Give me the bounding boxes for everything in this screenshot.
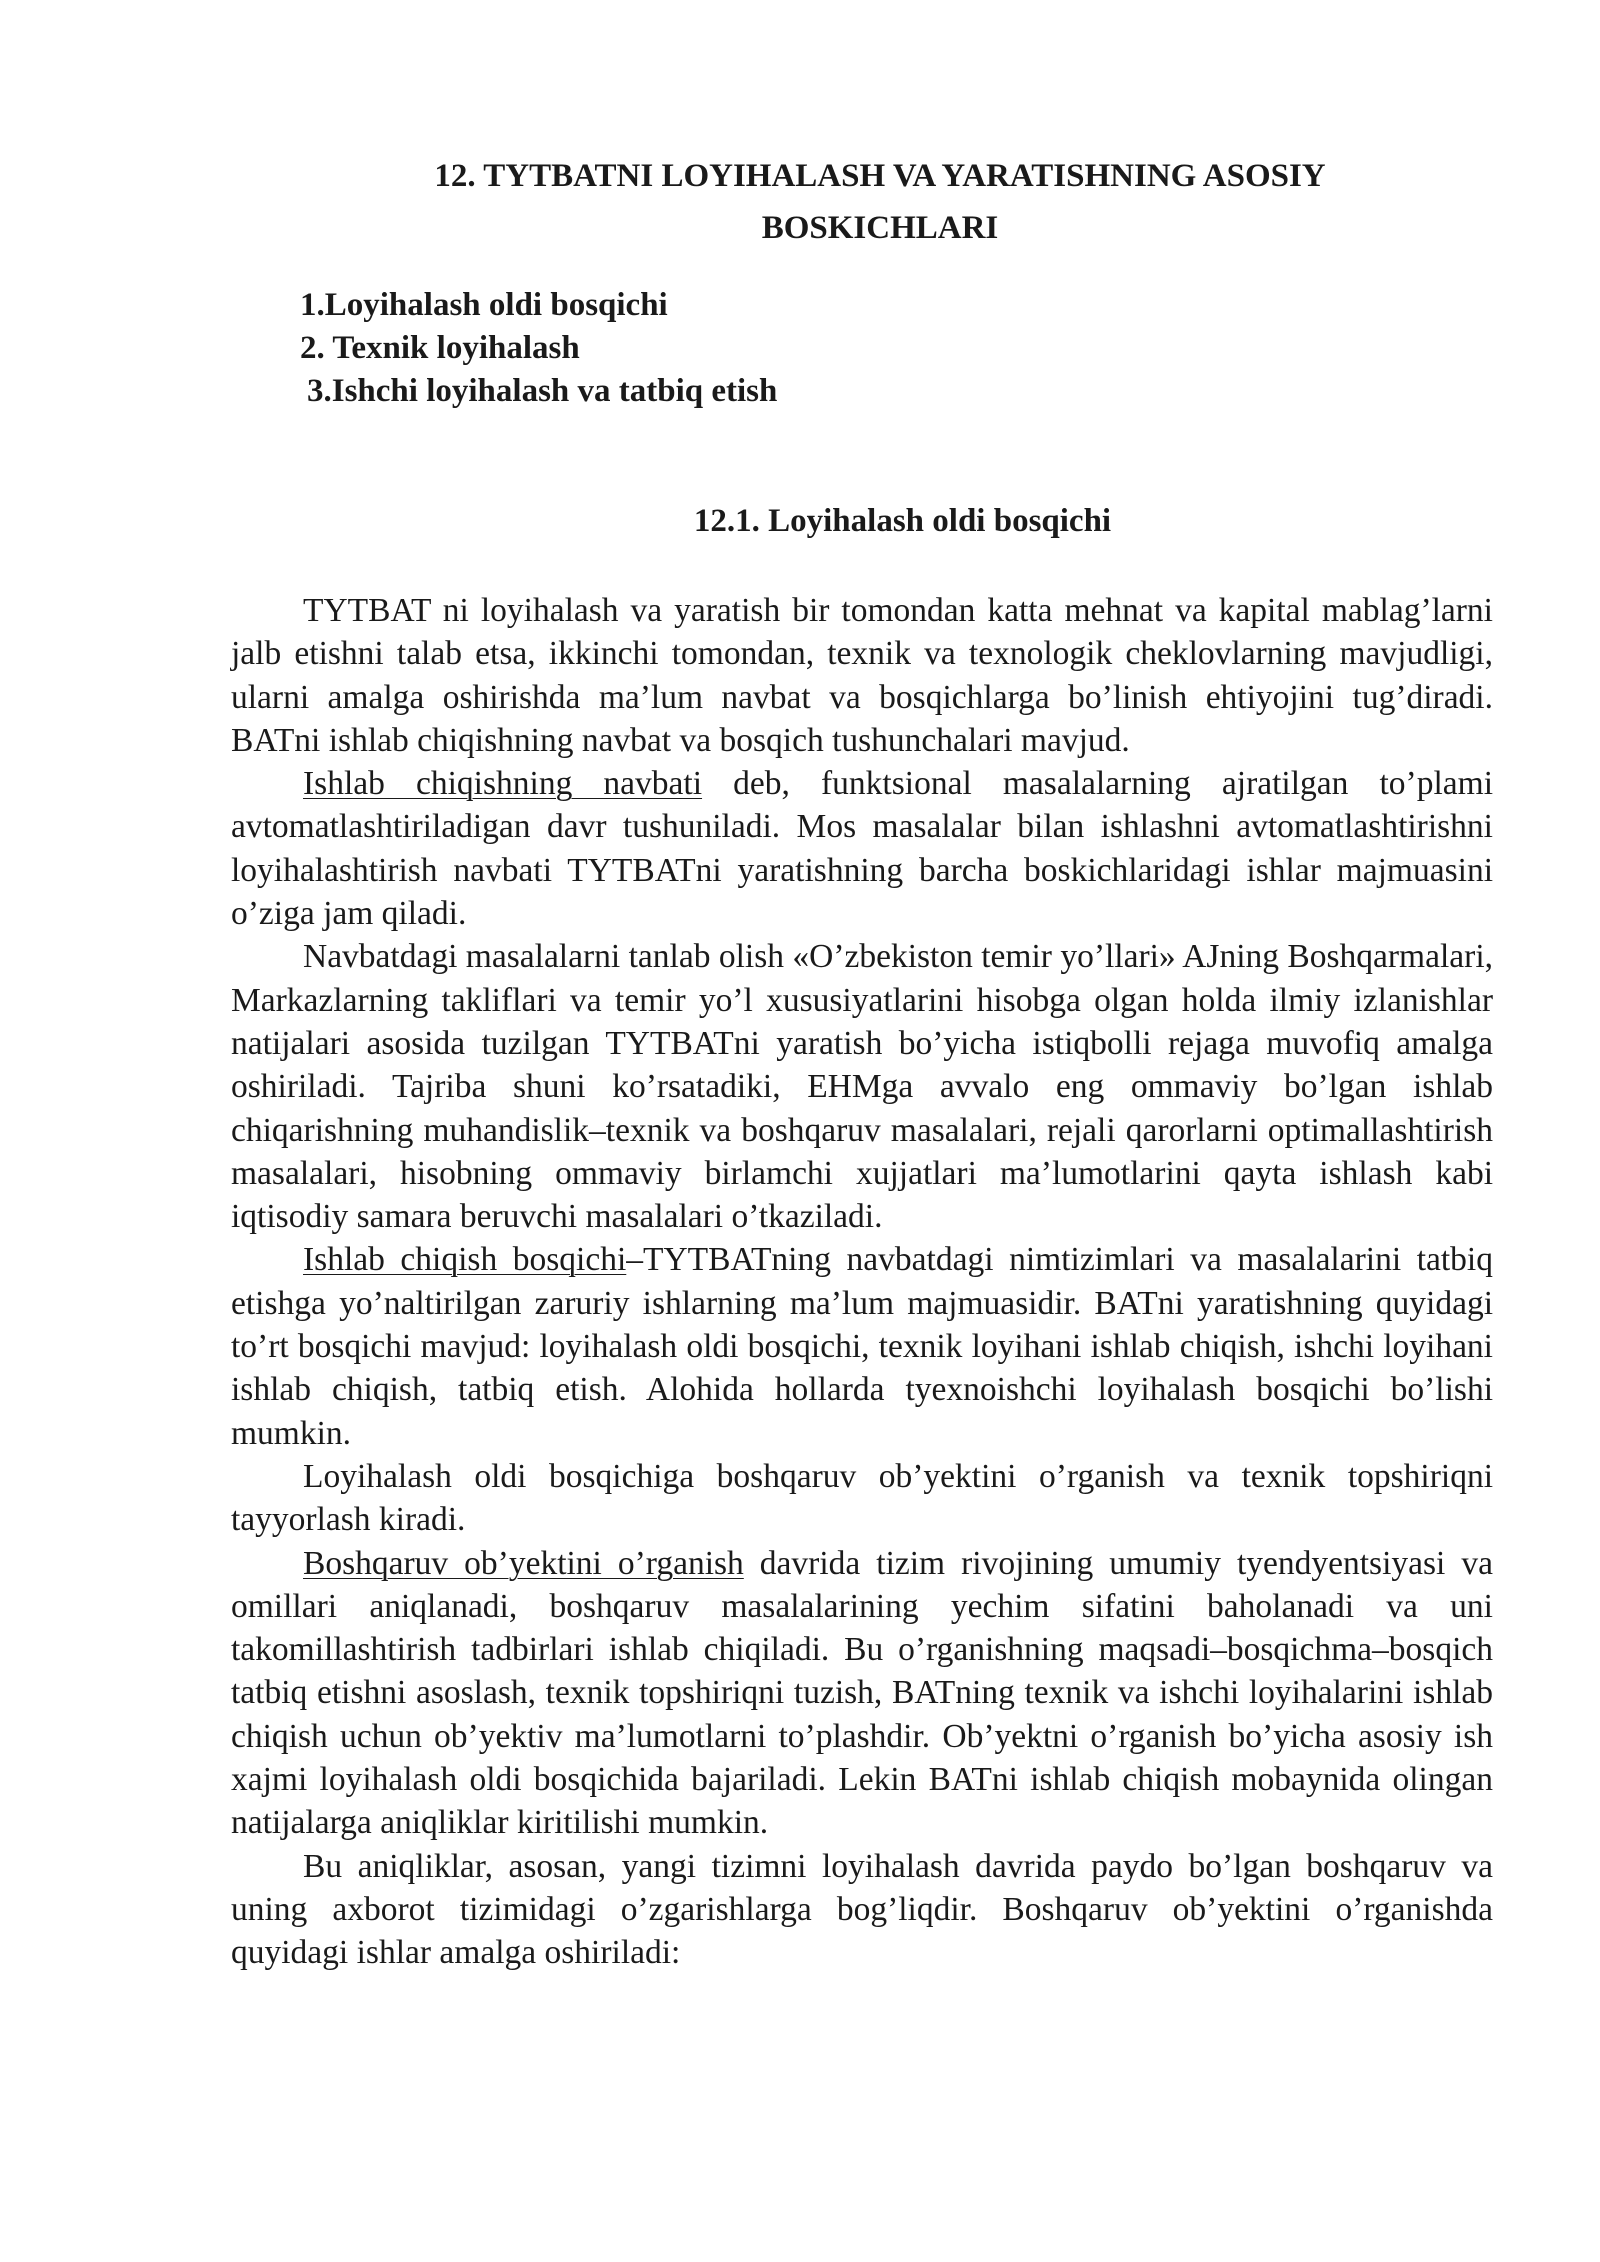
page-title bbox=[330, 150, 1430, 254]
term-ishlab-chiqishning-navbati: Ishlab chiqishning navbati bbox=[303, 765, 703, 803]
section-heading: 12.1. Loyihalash oldi bosqichi bbox=[693, 503, 1112, 539]
paragraph-2 bbox=[231, 762, 1493, 935]
body-text bbox=[231, 589, 1493, 1975]
term-ishlab-chiqish-bosqichi: Ishlab chiqish bosqichi bbox=[303, 1241, 627, 1279]
paragraph-4 bbox=[231, 1238, 1493, 1454]
toc-item-1: 1.Loyihalash oldi bosqichi bbox=[300, 287, 668, 323]
paragraph-6-text: davrida tizim rivojining umumiy tyendyentsiyasi va omillari aniqlanadi, boshqaruv masalalarining yechim sifatini baholanadi va uni takomillashtirish tadbirlari ishlab chiqiladi. Bu o’rganishning maqsadi–bosqichma–bosqich tatbiq etishni asoslash, texnik topshiriqni tuzish, BATning texnik va ishchi loyihalarini ishlab chiqish uchun ob’yektiv ma’lumotlarni to’plashdir. Ob’yektni o’rganish bo’yicha asosiy ish xajmi loyihalash oldi bosqichida bajariladi. Lekin BATni ishlab chiqish mobaynida olingan natijalarga aniqliklar kiritilishi mumkin. bbox=[231, 1544, 1493, 1842]
paragraph-5: Loyihalash oldi bosqichiga boshqaruv ob’yektini o’rganish va texnik topshiriqni tayyorlash kiradi. bbox=[231, 1457, 1493, 1539]
paragraph-2-text: deb, funktsional masalalarning ajratilgan to’plami avtomatlashtiriladigan davr tushuniladi. Mos masalalar bilan ishlashni avtomatlashtirishni loyihalashtirish navbati TYTBATni yaratishning barcha boskichlaridagi ishlar majmuasini o’ziga jam qiladi. bbox=[231, 765, 1493, 933]
term-boshqaruv-obyektini-organish: Boshqaruv ob’yektini o’rganish bbox=[303, 1544, 744, 1582]
paragraph-4-text: –TYTBATning navbatdagi nimtizimlari va masalalarini tatbiq etishga yo’naltirilgan zaruriy ishlarning ma’lum majmuasidir. BATni yaratishning quyidagi to’rt bosqichi mavjud: loyihalash oldi bosqichi, texnik loyihani ishlab chiqish, ishchi loyihani ishlab chiqish, tatbiq etish. Alohida hollarda tyexnoishchi loyihalash bosqichi bo’lishi mumkin. bbox=[231, 1241, 1493, 1452]
page-title-line-1: 12. TYTBATNI LOYIHALASH VA YARATISHNING ASOSIY bbox=[434, 158, 1326, 194]
table-of-contents bbox=[300, 284, 777, 413]
paragraph-1: TYTBAT ni loyihalash va yaratish bir tomondan katta mehnat va kapital mablag’larni jalb etishni talab etsa, ikkinchi tomondan, texnik va texnologik cheklovlarning mavjudligi, ularni amalga oshirishda ma’lum navbat va bosqichlarga bo’linish ehtiyojini tug’diradi. BATni ishlab chiqishning navbat va bosqich tushunchalari mavjud. bbox=[231, 592, 1493, 759]
toc-item-3: 3.Ishchi loyihalash va tatbiq etish bbox=[307, 373, 778, 409]
paragraph-7: Bu aniqliklar, asosan, yangi tizimni loyihalash davrida paydo bo’lgan boshqaruv va uning axborot tizimidagi o’zgarishlarga bog’liqdir. Boshqaruv ob’yektini o’rganishda quyidagi ishlar amalga oshiriladi: bbox=[231, 1847, 1493, 1972]
paragraph-3: Navbatdagi masalalarni tanlab olish «O’zbekiston temir yo’llari» AJning Boshqarmalari, Markazlarning takliflari va temir yo’l xususiyatlarini hisobga olgan holda ilmiy izlanishlar natijalari asosida tuzilgan TYTBATni yaratish bo’yicha istiqbolli rejaga muvofiq amalga oshiriladi. Tajriba shuni ko’rsatadiki, EHMga avvalo eng ommaviy bo’lgan ishlab chiqarishning muhandislik–texnik va boshqaruv masalalari, rejali qarorlarni optimallashtirish masalalari, hisobning ommaviy birlamchi xujjatlari ma’lumotlarini qayta ishlash kabi iqtisodiy samara beruvchi masalalari o’tkaziladi. bbox=[231, 938, 1493, 1236]
page-title-line-2: BOSKICHLARI bbox=[761, 210, 999, 246]
paragraph-6 bbox=[231, 1542, 1493, 1845]
toc-item-2: 2. Texnik loyihalash bbox=[300, 330, 580, 366]
